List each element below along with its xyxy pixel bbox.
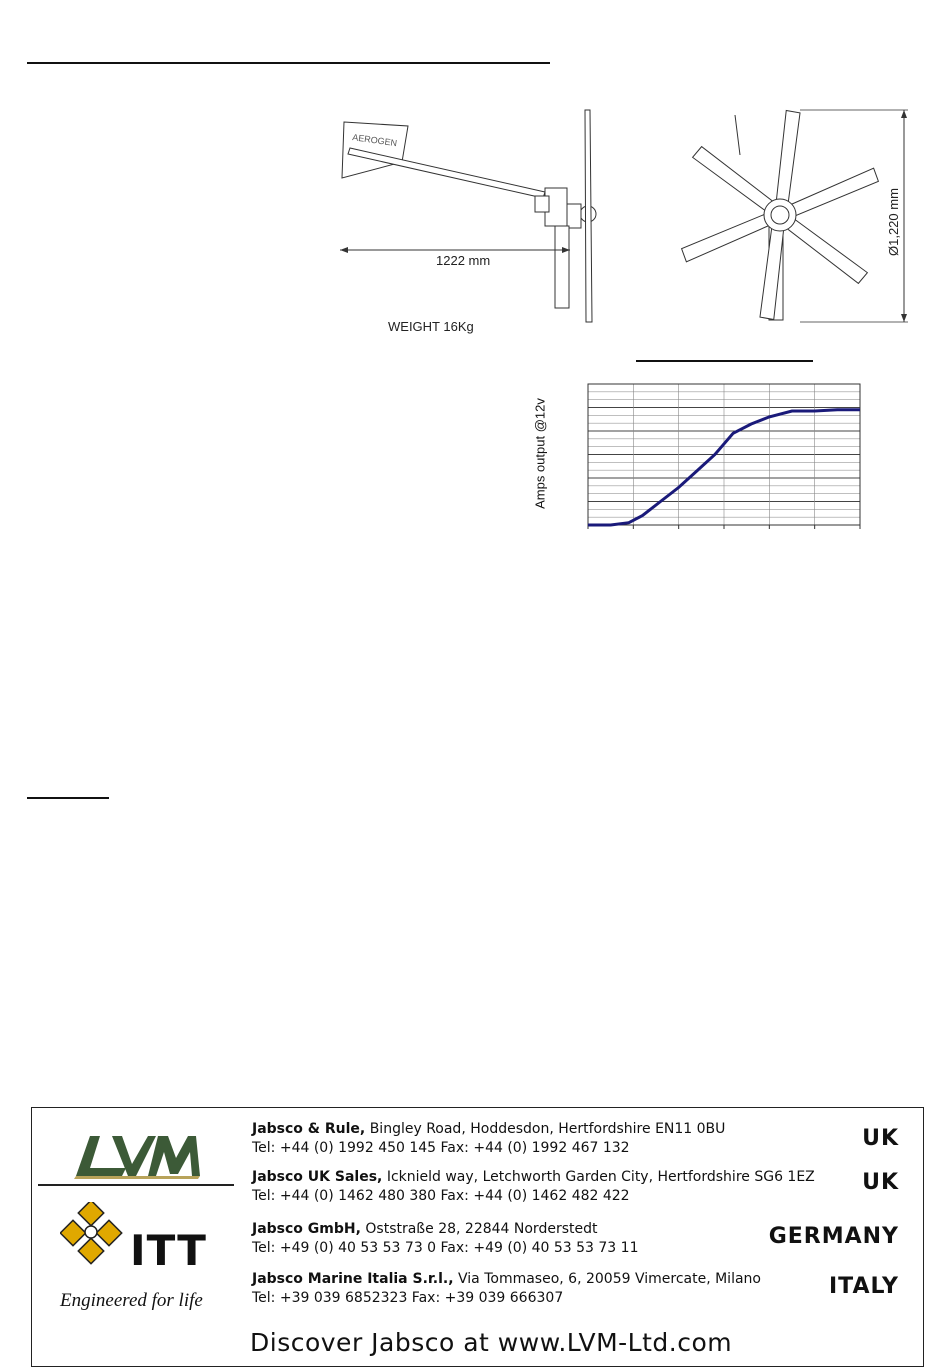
chart-grid	[588, 384, 860, 525]
office-phone: Tel: +39 039 6852323 Fax: +39 039 666307	[252, 1289, 761, 1308]
country-uk: UK	[862, 1126, 899, 1151]
country-uk: UK	[862, 1170, 899, 1195]
office-phone: Tel: +49 (0) 40 53 53 73 0 Fax: +49 (0) 40 53 53 73 11	[252, 1239, 638, 1258]
weight-label: WEIGHT 16Kg	[388, 319, 474, 334]
office-uk-hoddesdon	[252, 1120, 725, 1158]
discover-website-link[interactable]: Discover Jabsco at www.LVM-Ltd.com	[250, 1328, 732, 1357]
heading-rule	[27, 62, 550, 64]
itt-emblem	[60, 1202, 124, 1274]
office-phone: Tel: +44 (0) 1992 450 145 Fax: +44 (0) 1992 467 132	[252, 1139, 725, 1158]
lvm-logo	[72, 1130, 202, 1180]
office-germany	[252, 1220, 638, 1258]
office-italy	[252, 1270, 761, 1308]
diameter-label: Ø1,220 mm	[886, 188, 901, 256]
rotor-front-view	[680, 110, 880, 320]
office-company: Jabsco & Rule,	[252, 1121, 365, 1137]
office-address: Via Tommaseo, 6, 20059 Vimercate, Milano	[454, 1271, 761, 1287]
logo-divider	[38, 1184, 234, 1186]
chart-ylabel: Amps output @12v	[533, 384, 548, 524]
chart-heading-rule	[636, 360, 813, 362]
vane-text: AEROGEN	[352, 132, 398, 148]
itt-wordmark: ITT	[130, 1226, 207, 1275]
contact-footer	[31, 1107, 924, 1367]
office-company: Jabsco GmbH,	[252, 1221, 361, 1237]
tagline: Engineered for life	[60, 1290, 203, 1312]
office-address: Oststraße 28, 22844 Norderstedt	[361, 1221, 598, 1237]
country-italy: ITALY	[829, 1274, 899, 1299]
section-rule	[27, 797, 109, 799]
office-company: Jabsco UK Sales,	[252, 1169, 382, 1185]
length-label: 1222 mm	[436, 253, 490, 268]
turbine-drawing	[330, 100, 920, 340]
x-ticks	[588, 525, 860, 529]
country-germany: GERMANY	[769, 1224, 899, 1249]
office-address: Icknield way, Letchworth Garden City, Hertfordshire SG6 1EZ	[382, 1169, 814, 1185]
power-curve-chart	[525, 370, 865, 535]
office-uk-letchworth	[252, 1168, 815, 1206]
office-address: Bingley Road, Hoddesdon, Hertfordshire EN11 0BU	[365, 1121, 725, 1137]
blade-edge	[585, 110, 592, 322]
tail-boom	[348, 148, 545, 198]
office-company: Jabsco Marine Italia S.r.l.,	[252, 1271, 454, 1287]
office-phone: Tel: +44 (0) 1462 480 380 Fax: +44 (0) 1462 482 422	[252, 1187, 815, 1206]
tower	[555, 226, 569, 308]
